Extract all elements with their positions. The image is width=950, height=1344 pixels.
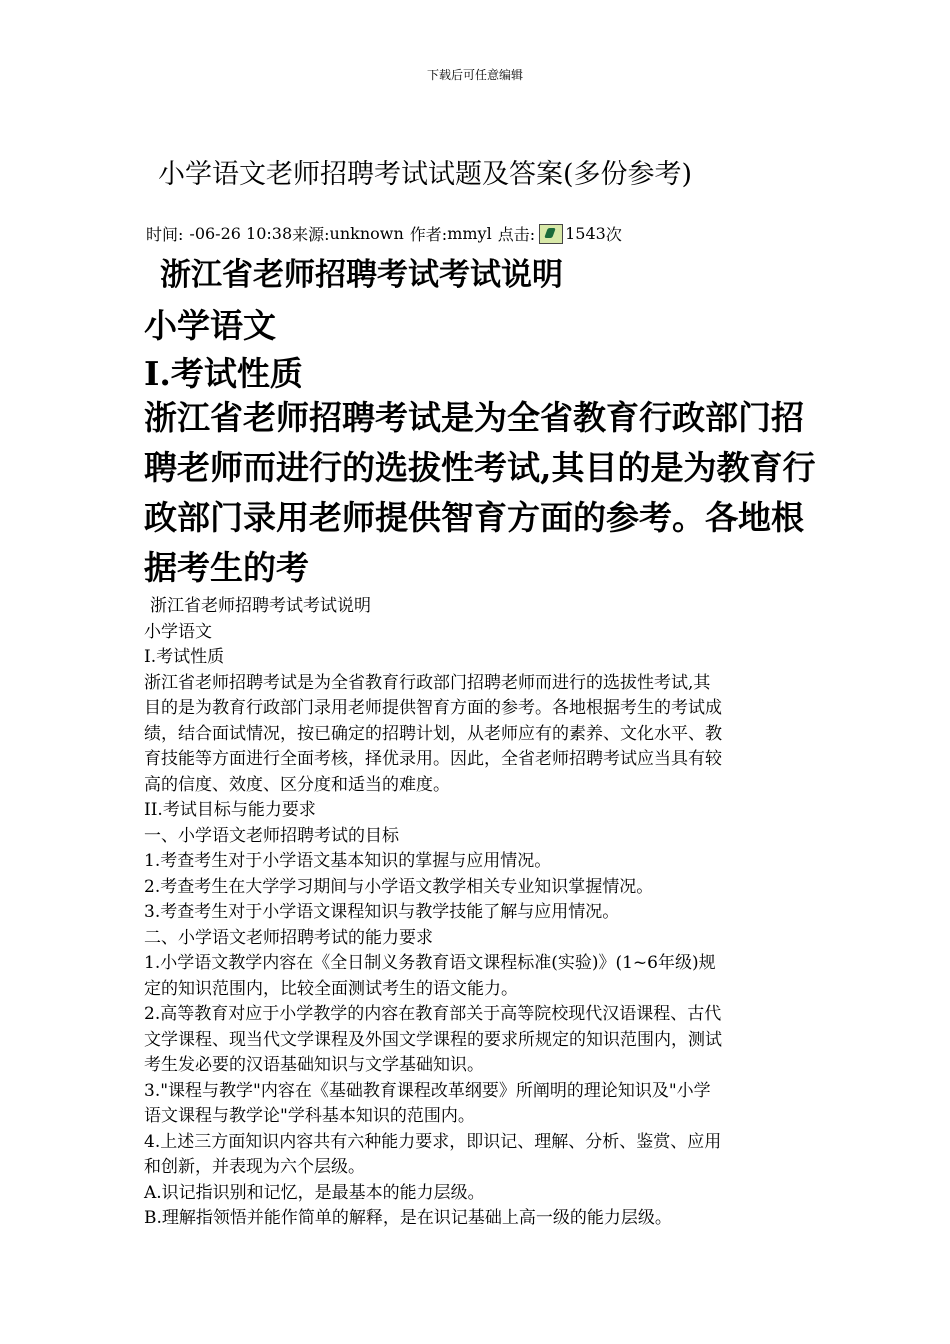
body-line: I.考试性质 <box>144 647 225 667</box>
click-counter-icon <box>539 224 563 244</box>
body-line: 3."课程与教学"内容在《基础教育课程改革纲要》所阐明的理论知识及"小学 <box>144 1080 711 1101</box>
time-value: -06-26 10:38 <box>189 224 293 243</box>
body-text <box>144 594 814 1232</box>
clicks-value: 1543 <box>565 224 606 243</box>
body-line: 考生发必要的汉语基础知识与文学基础知识。 <box>144 1055 484 1075</box>
body-line: 1.小学语文教学内容在《全日制义务教育语文课程标准(实验)》(1~6年级)规 <box>144 953 716 973</box>
body-line: 二、小学语文老师招聘考试的能力要求 <box>144 927 433 948</box>
body-line: B.理解指领悟并能作简单的解释，是在识记基础上高一级的能力层级。 <box>144 1208 672 1228</box>
body-line: 2.高等教育对应于小学教学的内容在教育部关于高等院校现代汉语课程、古代 <box>144 1004 722 1024</box>
body-line: 小学语文 <box>144 621 212 642</box>
large-paragraph-line: 浙江省老师招聘考试是为全省教育行政部门招 <box>144 398 804 437</box>
body-line: A.识记指识别和记忆，是最基本的能力层级。 <box>144 1182 485 1203</box>
body-line: 文学课程、现当代文学课程及外国文学课程的要求所规定的知识范围内，测试 <box>144 1029 722 1050</box>
body-line: 定的知识范围内，比较全面测试考生的语文能力。 <box>144 978 518 999</box>
large-heading-exam-guide: 浙江省老师招聘考试考试说明 <box>160 257 563 293</box>
body-line: 高的信度、效度、区分度和适当的难度。 <box>144 774 450 795</box>
large-heading-section: I.考试性质 <box>144 354 303 393</box>
large-paragraph <box>144 393 824 593</box>
body-line: II.考试目标与能力要求 <box>144 800 316 820</box>
time-label: 时间: <box>146 225 184 244</box>
large-paragraph-line: 聘老师而进行的选拔性考试,其目的是为教育行 <box>144 448 816 487</box>
body-line: 浙江省老师招聘考试考试说明 <box>150 596 371 616</box>
large-heading-subject: 小学语文 <box>144 306 276 345</box>
body-line: 育技能等方面进行全面考核，择优录用。因此，全省老师招聘考试应当具有较 <box>144 749 722 769</box>
header-note: 下载后可任意编辑 <box>426 68 523 82</box>
source-value: unknown <box>329 224 404 243</box>
large-paragraph-line: 政部门录用老师提供智育方面的参考。各地根 <box>144 498 804 537</box>
body-line: 1.考查考生对于小学语文基本知识的掌握与应用情况。 <box>144 851 552 871</box>
large-paragraph-line: 据考生的考 <box>144 548 309 587</box>
body-line: 一、小学语文老师招聘考试的目标 <box>144 825 399 846</box>
body-line: 和创新，并表现为六个层级。 <box>144 1157 365 1177</box>
clicks-unit: 次 <box>605 225 622 244</box>
body-line: 绩，结合面试情况，按已确定的招聘计划，从老师应有的素养、文化水平、教 <box>144 723 722 744</box>
body-line: 3.考查考生对于小学语文课程知识与教学技能了解与应用情况。 <box>144 902 620 922</box>
body-line: 浙江省老师招聘考试是为全省教育行政部门招聘老师而进行的选拔性考试,其 <box>144 672 711 693</box>
article-meta <box>146 222 622 245</box>
source-label: 来源: <box>292 225 330 244</box>
body-line: 语文课程与教学论"学科基本知识的范围内。 <box>144 1106 475 1126</box>
body-line: 2.考查考生在大学学习期间与小学语文教学相关专业知识掌握情况。 <box>144 876 654 897</box>
author-value: mmyl <box>447 224 492 243</box>
body-line: 4.上述三方面知识内容共有六种能力要求，即识记、理解、分析、鉴赏、应用 <box>144 1131 722 1152</box>
clicks-label: 点击: <box>497 225 536 244</box>
author-label: 作者: <box>409 225 448 244</box>
body-line: 目的是为教育行政部门录用老师提供智育方面的参考。各地根据考生的考试成 <box>144 698 722 718</box>
page-title: 小学语文老师招聘考试试题及答案(多份参考) <box>158 159 693 190</box>
